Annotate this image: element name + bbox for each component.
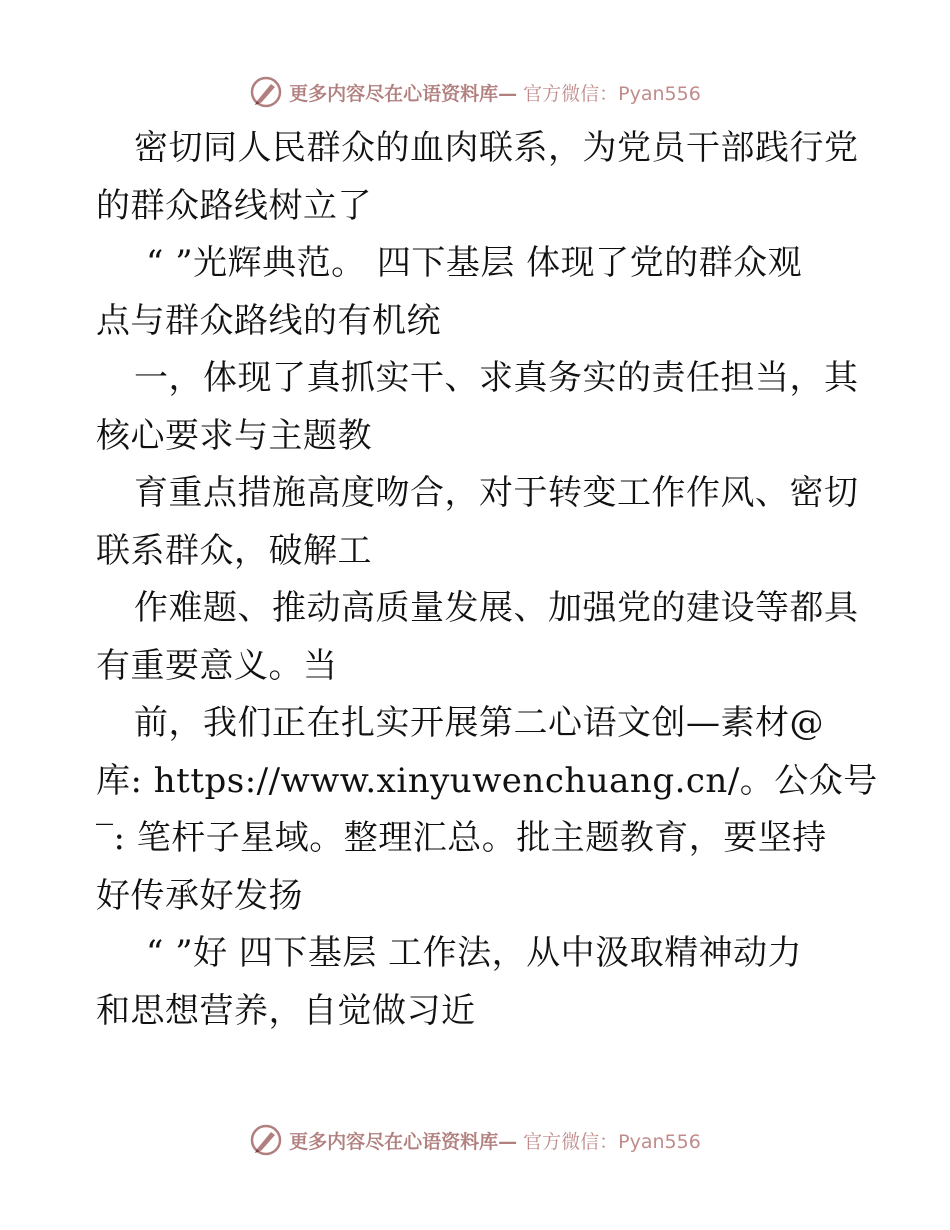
- body-line: 的群众路线树立了: [96, 185, 372, 226]
- pen-circle-icon: [249, 1123, 283, 1157]
- body-line: 好传承好发扬: [96, 875, 303, 916]
- banner-contact: 官方微信：Pyan556: [523, 82, 701, 105]
- body-line: 和思想营养，自觉做习近: [96, 990, 476, 1031]
- body-line: 作难题、推动高质量发展、加强党的建设等都具: [134, 588, 859, 628]
- document-body: [96, 120, 878, 1040]
- banner-contact: 官方微信：Pyan556: [523, 1130, 701, 1153]
- body-line: 一，体现了真抓实干、求真务实的责任担当，其: [134, 358, 859, 398]
- body-line: 库: https://www.xinyuwenchuang.cn/。公众号: [96, 760, 878, 801]
- body-line: 联系群众，破解工: [96, 530, 372, 571]
- body-line: “ ”好 四下基层 工作法，从中汲取精神动力: [146, 933, 803, 973]
- body-line: 核心要求与主题教: [96, 415, 372, 456]
- body-line: 点与群众路线的有机统: [96, 300, 441, 341]
- body-line: “ ”光辉典范。 四下基层 体现了党的群众观: [146, 243, 803, 283]
- banner-text: 更多内容尽在心语资料库—: [289, 82, 518, 105]
- pen-circle-icon: [249, 75, 283, 109]
- body-line: 有重要意义。当: [96, 645, 338, 686]
- body-line: ‾: 笔杆子星域。整理汇总。批主题教育，要坚持: [96, 818, 827, 858]
- body-line: 育重点措施高度吻合，对于转变工作作风、密切: [134, 473, 859, 513]
- footer-banner: [0, 1120, 950, 1160]
- body-line: 密切同人民群众的血肉联系，为党员干部践行党: [134, 128, 859, 168]
- header-banner: [0, 72, 950, 112]
- banner-text: 更多内容尽在心语资料库—: [289, 1130, 518, 1153]
- body-line: 前，我们正在扎实开展第二心语文创—素材@: [134, 703, 824, 743]
